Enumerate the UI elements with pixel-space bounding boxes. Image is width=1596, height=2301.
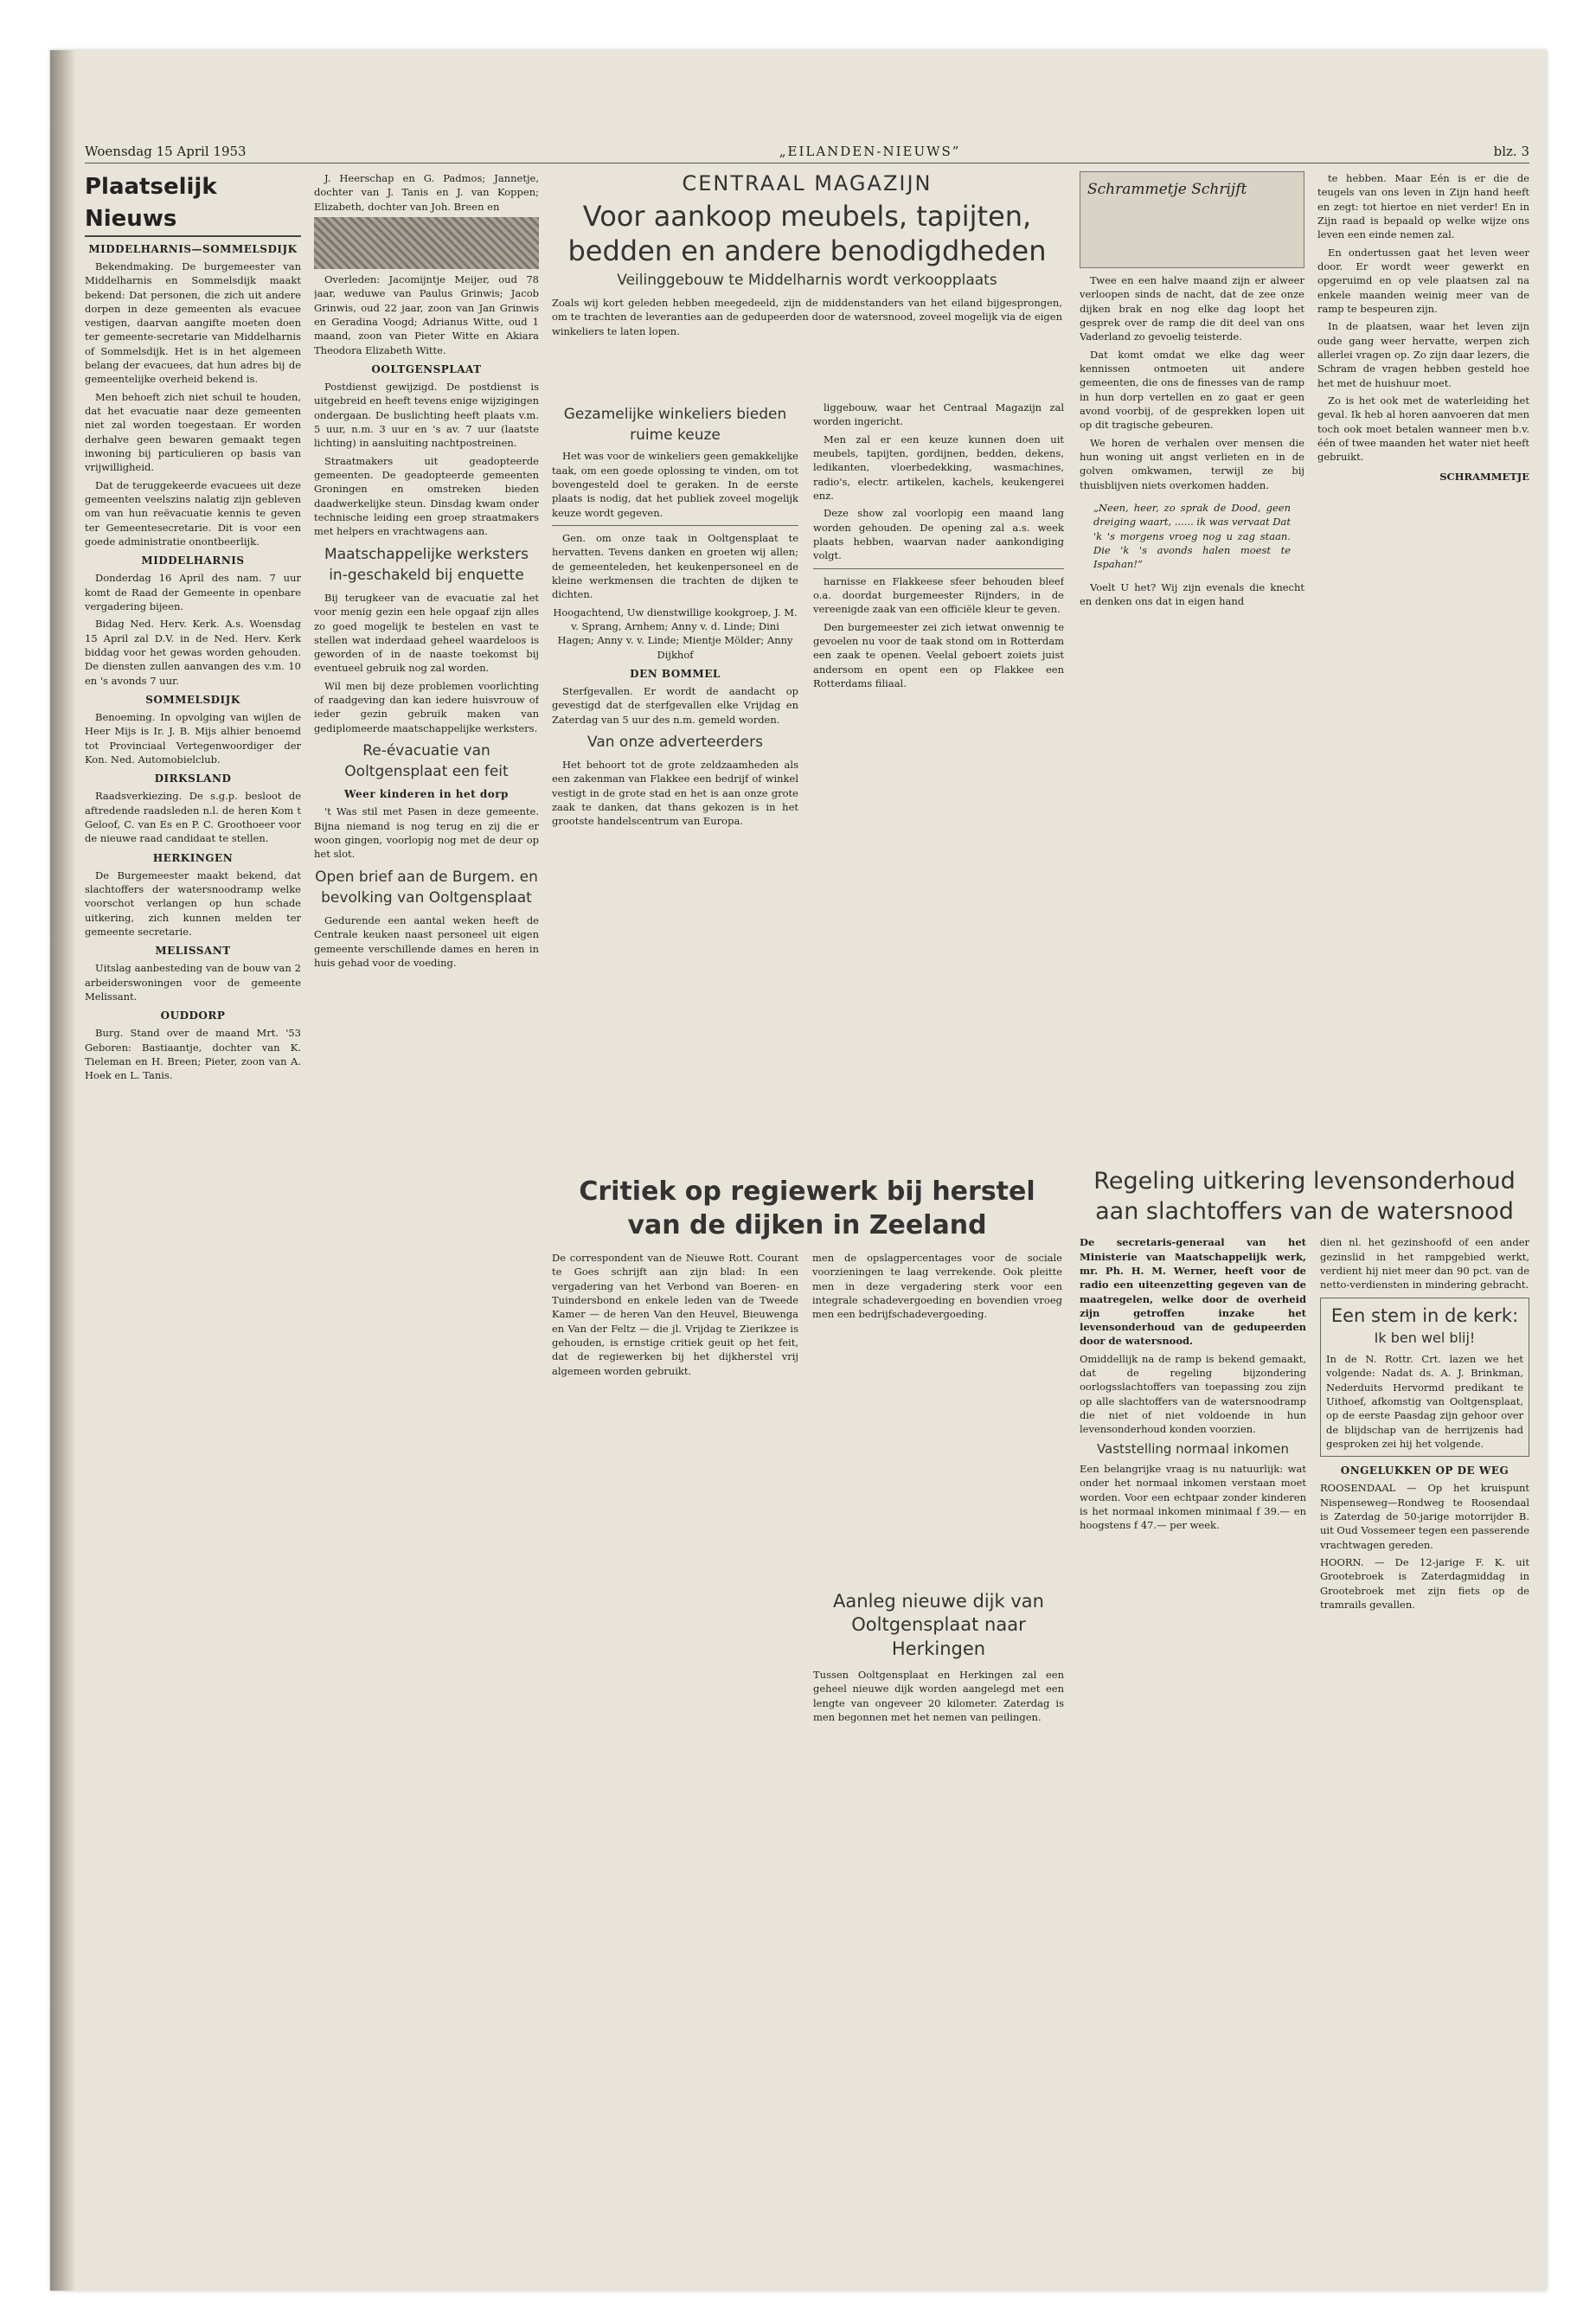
subhead: HERKINGEN [152,851,234,864]
subhead: DIRKSLAND [154,772,232,785]
paragraph: Donderdag 16 April des nam. 7 uur komt de Raad der Gemeente in openbare vergadering bijeen. [85,572,301,613]
column-four [813,401,1064,1162]
paragraph: En ondertussen gaat het leven weer door. Er wordt weer gewerkt en opgeruimd en op vele plaatsen zal na enkele maanden weinig meer van de ramp te bespeuren zijn. [1317,246,1529,315]
binding-spine [50,50,76,2291]
subhead: DEN BOMMEL [630,667,721,680]
paragraph: Uitslag aanbesteding van de bouw van 2 arbeiderswoningen voor de gemeente Melissant. [85,962,301,1003]
paragraph: De secretaris-generaal van het Ministerie van Maatschappelijk werk, mr. Ph. H. M. Werner, heeft voor de radio een uiteenzetting gegeven van de maatregelen, welke door de overheid zijn getroffen inzake het levensonderhoud van de gedupeerden door de watersnood. [1080,1236,1306,1348]
paragraph: Burg. Stand over de maand Mrt. '53 Geboren: Bastiaantje, dochter van K. Tieleman en H. Breen; Pieter, zoon van A. Hoek en L. Tanis. [85,1027,301,1082]
paragraph: dien nl. het gezinshoofd of een ander gezinslid in het rampgebied werkt, verdient hij niet meer dan 90 pct. van de netto-verdiensten in mindering gebracht. [1320,1236,1529,1292]
paragraph: Benoeming. In opvolging van wijlen de Heer Mijs is Ir. J. B. Mijs alhier benoemd tot Provinciaal Vertegenwoordiger der Kon. Ned. Automobielclub. [85,711,301,766]
centraal-magazijn-header [552,171,1062,345]
paragraph: Deze show zal voorlopig een maand lang worden gehouden. De opening zal a.s. week plaats hebben, waarvan nader aankondiging volgt. [813,507,1064,562]
newspaper-page [50,50,1547,2291]
article-headline: Re-évacuatie van Ooltgensplaat een feit [344,742,509,781]
paragraph: Raadsverkiezing. De s.g.p. besloot de aftredende raadsleden n.l. de heren Kom t Geloof, C. van Es en P. C. Groothoeer voor de nieuwe raad candidaat te stellen. [85,790,301,845]
signature-block: Hoogachtend, Uw dienstwillige kookgroep, J. M. v. Sprang, Arnhem; Anny v. d. Linde; Dini Hagen; Anny v. v. Linde; Mientje Mölder; Anny Dijkhof [553,606,798,661]
subhead: MIDDELHARNIS [141,554,245,567]
paragraph: men de opslagpercentages voor de sociale voorzieningen te laag verrekende. Ook pleitte men in deze vergadering sterk voor een integrale schadevergoeding en bovendien vroeg men een bedrijfschadevergoeding. [812,1252,1062,1321]
paragraph: Men zal er een keuze kunnen doen uit meubels, tapijten, gordijnen, bedden, dekens, ledikanten, vloerbedekking, wasmachines, radio's, electr. artikelen, kachels, keukengerei enz. [813,433,1064,502]
column-two [314,171,539,2282]
paragraph: Straatmakers uit geadopteerde gemeenten. De geadopteerde gemeenten Groningen en omstreken bieden daadwerkelijke steun. Dinsdag kwam onder technische leiding een groep straatmakers met helpers en vrachtwagens aan. [314,454,539,538]
paragraph: harnisse en Flakkeese sfeer behouden bleef o.a. doordat burgemeester Rijnders, in de vereenigde zaak van een officiële kleur te geven. [813,574,1064,616]
paragraph: In de N. Rottr. Crt. lazen we het volgende: Nadat ds. A. J. Brinkman, Nederduits Hervormd predikant te Uithoef, afkomstig van Ooltgensplaat, op de eerste Paasdag zijn gehoor over de blijdschap van de herrijzenis had gesproken zei hij het volgende. [1326,1353,1523,1450]
paragraph: Postdienst gewijzigd. De postdienst is uitgebreid en heeft tevens enige wijzigingen ondergaan. De buslichting heeft plaats v.m. 5 uur, n.m. 3 uur en 's av. 7 uur (laatste lichting) in aansluiting nachtpostreinen. [314,380,539,450]
subhead: SOMMELSDIJK [145,694,240,707]
page-header [85,144,1529,163]
box-subheadline: Ik ben wel blij! [1374,1330,1476,1347]
subhead: MELISSANT [155,945,231,958]
paragraph: Overleden: Jacomijntje Meijer, oud 78 jaar, weduwe van Paulus Grinwis; Jacob Grinwis, oud 22 jaar, zoon van Jan Grinwis en Geradina Voogd; Adrianus Witte, oud 1 maand, zoon van Pieter Witte en Akiara Theodora Elizabeth Witte. [314,272,539,356]
header-page-number: blz. 3 [1493,144,1529,159]
paragraph: Het was voor de winkeliers geen gemakkelijke taak, om een goede oplossing te vinden, om tot bovengesteld doel te geraken. In de eerste plaats is nodig, dat het publiek zoveel mogelijk keuze wordt gegeven. [552,450,798,519]
paragraph: liggebouw, waar het Centraal Magazijn zal worden ingericht. [813,401,1064,428]
column-schrammetje [1080,171,1304,1149]
schrammetje-illustration [1080,171,1304,268]
article-headline: Van onze adverteerders [587,733,763,751]
subhead: ONGELUKKEN OP DE WEG [1340,1465,1509,1477]
headline-main: Voor aankoop meubels, tapijten, bedden en andere benodigdheden [567,200,1047,267]
headline-sub: Veilinggebouw te Middelharnis wordt verkoopplaats [617,272,997,289]
paragraph: Den burgemeester zei zich ietwat onwennig te gevoelen nu voor de taak stond om in Rotterdam een zaak te openen. Veelal geboert zoiets juist andersom en opent een op Flakkee een Rotterdams filiaal. [813,620,1064,689]
paragraph: De Burgemeester maakt bekend, dat slachtoffers der watersnoodramp welke voorschot verlangen op hun schade uitkering, zich kunnen melden ter gemeente secretarie. [85,868,301,939]
paragraph: Twee en een halve maand zijn er alweer verloopen sinds de nacht, dat de zee onze dijken brak en nog elke dag loopt het gesprek over de ramp die dit deel van ons Vaderland zo gevoelig teisterde. [1080,274,1304,343]
section-title: Plaatselijk Nieuws [85,171,301,237]
stem-in-de-kerk-box [1320,1298,1529,1458]
article-headline: Maatschappelijke werksters in-geschakeld bij enquette [324,545,529,584]
kritiek-article [552,1175,1062,1378]
paragraph: Bidag Ned. Herv. Kerk. A.s. Woensdag 15 April zal D.V. in de Ned. Herv. Kerk biddag voor het gewas worden gehouden. De diensten zullen aanvangen des v.m. 10 en 's avonds 7 uur. [85,618,301,687]
subhead: Weer kinderen in het dorp [344,788,509,801]
paragraph: In de plaatsen, waar het leven zijn oude gang weer hervatte, werpen zich allerlei vragen op. Zo zijn daar lezers, die Schram de vragen hebben gesteld hoe het met de huishuur moet. [1317,320,1529,389]
article-headline: Critiek op regiewerk bij herstel van de dijken in Zeeland [579,1176,1035,1240]
article-headline: Aanleg nieuwe dijk van Ooltgensplaat naar Herkingen [833,1591,1044,1659]
paragraph: 't Was stil met Pasen in deze gemeente. Bijna niemand is nog terug en zij die er woon gingen, voorlopig nog met de deur op het slot. [314,805,539,861]
paragraph: Wil men bij deze problemen voorlichting of raadgeving dan kan iedere huisvrouw of ieder gezin gebruik maken van gediplomeerde maatschappelijke werksters. [314,679,539,734]
paragraph: Gedurende een aantal weken heeft de Centrale keuken naast personeel uit eigen gemeente verschillende dames en heren in huis gehad voor de voeding. [314,913,539,969]
aanleg-article [813,1590,1064,1724]
paragraph: Een belangrijke vraag is nu natuurlijk: wat onder het normaal inkomen verstaan moet worden. Voor een echtpaar zonder kinderen is het normaal inkomen minimaal f 39.— en hoogstens f 47.— per week. [1080,1463,1306,1532]
headline-kicker: CENTRAAL MAGAZIJN [682,171,933,195]
paragraph: Omiddellijk na de ramp is bekend gemaakt, dat de regeling bijzondering oorlogsslachtoffers van toepassing zou zijn op alle slachtoffers van de watersnoodramp die niet of niet voldoende in hun levensonderhoud konden voorzien. [1080,1352,1306,1436]
paragraph: ROOSENDAAL — Op het kruispunt Nispenseweg—Rondweg te Roosendaal is Zaterdag de 50-jarige motorrijder B. uit Oud Vossemeer tegen een passerende vrachtwagen gereden. [1320,1482,1529,1551]
article-headline: Gezamelijke winkeliers bieden ruime keuze [563,406,787,445]
regeling-article [1080,1166,1529,1612]
paragraph: Het behoort tot de grote zeldzaamheden als een zakenman van Flakkee een bedrijf of winkel vestigt in de grote stad en het is aan onze grote zaak te danken, dat thans gekozen is in het grootste handelscentrum van Europa. [552,758,798,828]
paragraph: HOORN. — De 12-jarige F. K. uit Grootebroek is Zaterdagmiddag in Grootebroek met zijn fiets op de tramrails gevallen. [1320,1556,1529,1611]
column-logo-text: Schrammetje Schrijft [1087,181,1247,198]
subhead: OOLTGENSPLAAT [371,362,482,375]
subhead: MIDDELHARNIS—SOMMELSDIJK [88,242,298,255]
paragraph: Dat komt omdat we elke dag weer kennissen ontmoeten uit andere gemeenten, die ons de finesses van de ramp in hun dorp vertellen en zo gaat er geen avond voorbij, of de gesprekken lopen uit op dit tragische gebeuren. [1080,348,1304,432]
paragraph: J. Heerschap en G. Padmos; Jannetje, dochter van J. Tanis en J. van Koppen; Elizabeth, dochter van Joh. Breen en [314,172,539,213]
article-headline: Regeling uitkering levensonderhoud aan slachtoffers van de watersnood [1093,1168,1516,1226]
paragraph: Gen. om onze taak in Ooltgensplaat te hervatten. Tevens danken en groeten wij allen; de gemeenteleden, het keukenpersoneel en de kleine werkmensen die trachten de dijken te dichten. [552,531,798,601]
header-date: Woensdag 15 April 1953 [85,144,247,159]
paragraph: te hebben. Maar Eén is er die de teugels van ons leven in Zijn hand heeft en zegt: tot hiertoe en niet verder! En in Zijn raad is bepaald op welke wijze ons leven een einde nemen zal. [1317,172,1529,241]
article-headline: Open brief aan de Burgem. en bevolking van Ooltgensplaat [315,868,538,907]
paragraph: De correspondent van de Nieuwe Rott. Courant te Goes schrijft aan zijn blad: In een vergadering van het Verbond van Boeren- en Tuindersbond en enkele leden van de Tweede Kamer — de heren Van den Heuvel, Bieuwenga en Van der Feltz — die jl. Vrijdag te Zierikzee is gehouden, is ernstige critiek geuit op het feit, dat de regiewerken bij het dijkherstel vrij algemeen worden gebruikt. [552,1252,798,1377]
intro-paragraph: Zoals wij kort geleden hebben meegedeeld, zijn de middenstanders van het eiland bijgesprongen, om te trachten de leveranties aan de gedupeerden door de watersnood, zoveel mogelijk via de eigen winkeliers te laten lopen. [552,297,1062,337]
signature: SCHRAMMETJE [1439,470,1529,483]
paragraph: Dat de teruggekeerde evacuees uit deze gemeenten veelszins nalatig zijn gebleven om van hun reëvacuatie kennis te geven ter Gemeentesecretarie. Dit is voor een goede administratie onontbeerlijk. [85,478,301,548]
column-plaatselijk-nieuws [85,171,301,2282]
subhead: OUDDORP [160,1009,226,1022]
header-paper-name: „EILANDEN-NIEUWS” [779,144,961,159]
paragraph: Tussen Ooltgensplaat en Herkingen zal een geheel nieuwe dijk worden aangelegd met een lengte van ongeveer 20 kilometer. Zaterdag is men begonnen met het nemen van peilingen. [813,1668,1064,1723]
torn-photo [314,217,539,269]
paragraph: Bij terugkeer van de evacuatie zal het voor menig gezin een hele opgaaf zijn alles zo goed mogelijk te bestelen en vast te stellen wat inderdaad geheel waardeloos is geworden of in de naaste toekomst bij eventueel gebruik nog zal worden. [314,591,539,675]
subheadline: Vaststelling normaal inkomen [1096,1440,1290,1457]
box-headline: Een stem in de kerk: [1330,1304,1519,1326]
paragraph: Men behoeft zich niet schuil te houden, dat het evacuatie naar deze gemeenten niet zal worden toegestaan. Er worden derhalve geen bewaren gemaakt tegen inwoning bij particulieren op basis van vrijwilligheid. [85,390,301,474]
paragraph: Sterfgevallen. Er wordt de aandacht op gevestigd dat de sterfgevallen elke Vrijdag en Zaterdag van 5 uur des n.m. gemeld worden. [552,684,798,726]
column-six [1317,171,1529,1149]
column-three [552,401,798,1162]
paragraph: Bekendmaking. De burgemeester van Middelharnis en Sommelsdijk maakt bekend: Dat personen, die zich uit andere dorpen in deze gemeenten als evacuee vestigen, daarvan aangifte moeten doen ter gemeente-secretarie van Middelharnis of Sommelsdijk. Het is in het algemeen belang der evacuees, dat hun adres bij de gemeentelijke overheid bekend is. [85,260,301,386]
paragraph: Zo is het ook met de waterleiding het geval. Ik heb al horen aanvoeren dat men toch ook moet betalen wanneer men b.v. één of twee maanden het water niet heeft gebruikt. [1317,394,1529,464]
paragraph: Voelt U het? Wij zijn evenals die knecht en denken ons dat in eigen hand [1080,580,1304,607]
paragraph: We horen de verhalen over mensen die hun woning uit angst verlieten en in de golven omkwamen, terwijl ze bij thuisblijven niets overkomen hadden. [1080,436,1304,491]
poem: „Neen, heer, zo sprak de Dood, geen dreiging waart, ...... ik was vervaat Dat 'k 's morgens vroeg nog u zag staan. Die 'k 's avonds halen moest te Ispahan!” [1093,501,1291,571]
